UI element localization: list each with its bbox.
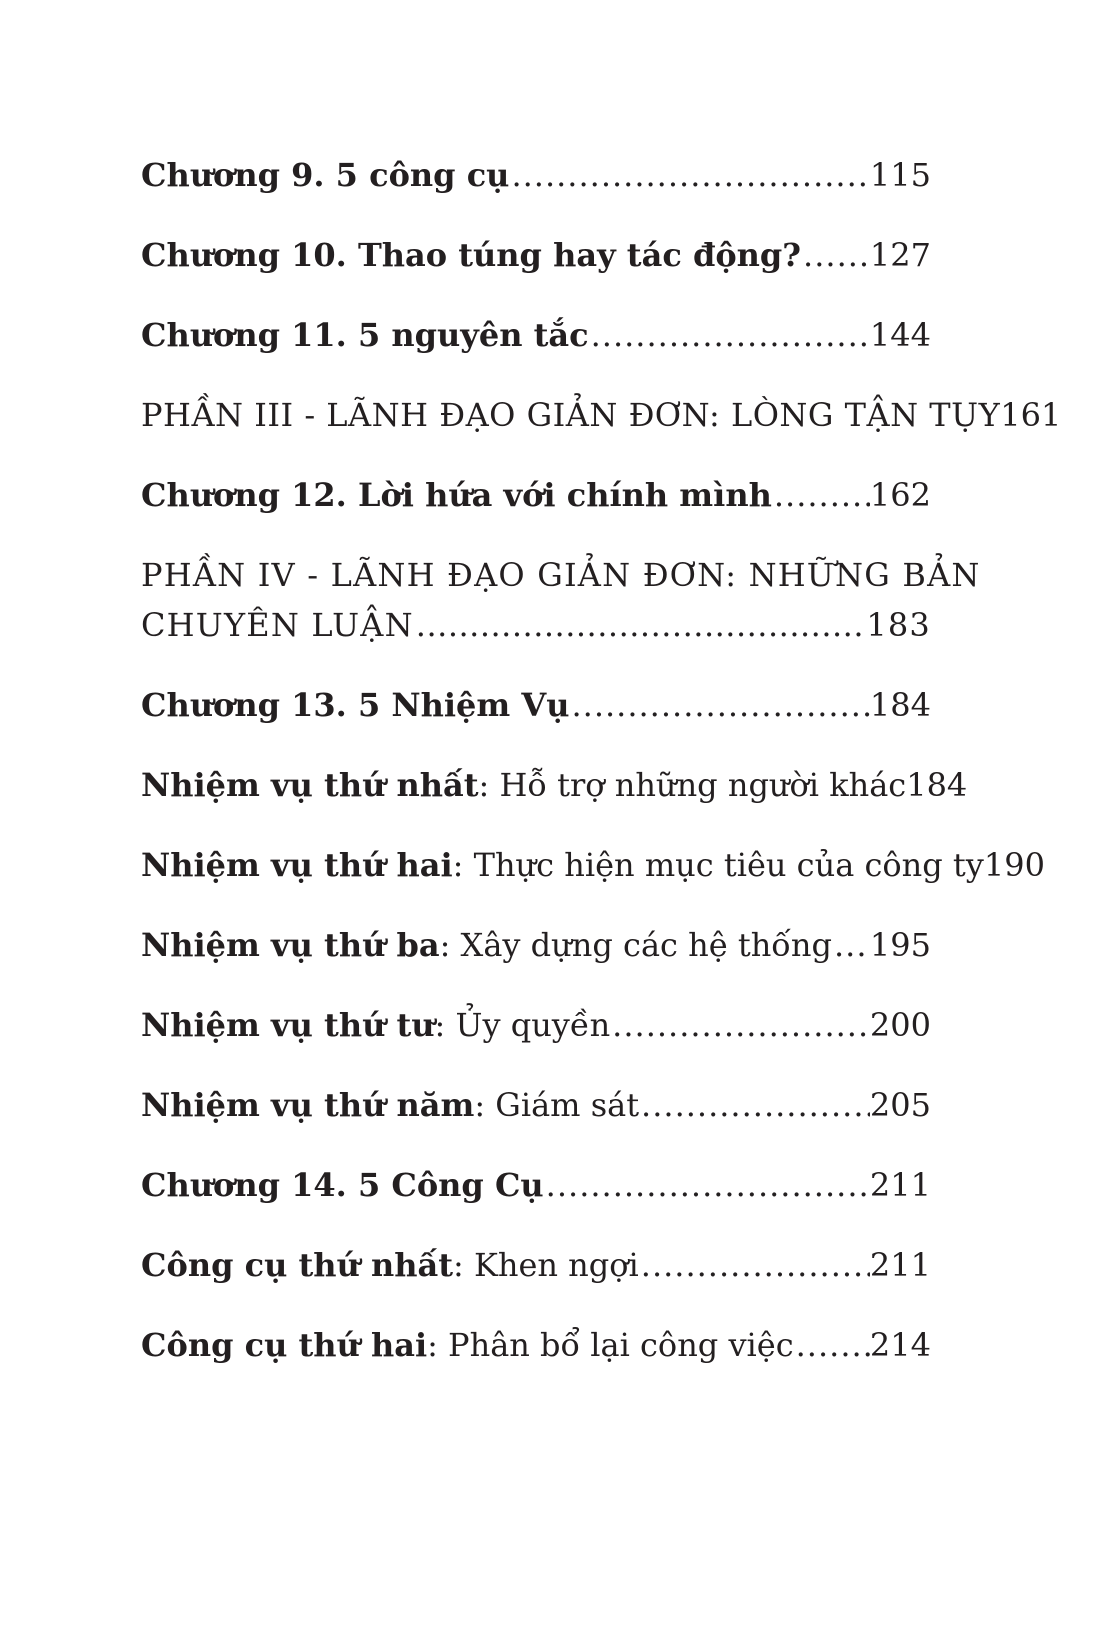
toc-entry-title: PHẦN III - LÃNH ĐẠO GIẢN ĐƠN: LÒNG TẬN TỤY — [141, 396, 1001, 434]
toc-entry-title-bold: Nhiệm vụ thứ ba — [141, 926, 440, 964]
toc-entry-title-line2-row — [141, 600, 931, 650]
toc-entry-title-normal: : Ủy quyền — [434, 1006, 611, 1044]
toc-entry-title-bold: Nhiệm vụ thứ hai — [141, 846, 453, 884]
toc-entry-title-normal: : Phân bổ lại công việc — [427, 1326, 794, 1364]
dot-leader — [639, 1080, 870, 1130]
toc-entry-title-bold: Nhiệm vụ thứ năm — [141, 1086, 475, 1124]
toc-entry-page: 195 — [869, 926, 931, 964]
toc-entry-title: Chương 9. 5 công cụ — [141, 156, 510, 194]
toc-entry-page: 211 — [869, 1166, 931, 1204]
toc-entry-task-2 — [141, 840, 1045, 890]
dot-leader — [509, 150, 869, 200]
toc-entry-title-bold: Công cụ thứ nhất — [141, 1246, 453, 1284]
toc-entry-title-bold: Công cụ thứ hai — [141, 1326, 428, 1364]
toc-entry-title: Chương 14. 5 Công Cụ — [141, 1166, 544, 1204]
toc-entry-page: 211 — [869, 1246, 931, 1284]
toc-entry-title: Chương 13. 5 Nhiệm Vụ — [141, 686, 570, 724]
toc-entry-title: Chương 11. 5 nguyên tắc — [141, 316, 589, 354]
toc-entry-chapter-9 — [141, 150, 931, 200]
toc-entry-task-1 — [141, 760, 968, 810]
toc-entry-page: 214 — [869, 1326, 931, 1364]
toc-entry-page: 200 — [869, 1006, 931, 1044]
toc-entry-title — [141, 1240, 639, 1290]
toc-entry-title — [141, 1080, 639, 1130]
toc-entry-title: Chương 10. Thao túng hay tác động? — [141, 236, 802, 274]
toc-entry-title — [141, 920, 832, 970]
toc-entry-page: 115 — [869, 156, 931, 194]
toc-entry-title — [141, 1320, 794, 1370]
toc-entry-page: 184 — [869, 686, 931, 724]
toc-entry-title-normal: : Xây dựng các hệ thống — [439, 926, 832, 964]
toc-entry-page: 184 — [906, 766, 968, 804]
toc-entry-page: 161 — [1000, 396, 1062, 434]
dot-leader — [589, 310, 870, 360]
toc-entry-chapter-14 — [141, 1160, 931, 1210]
dot-leader — [794, 1320, 870, 1370]
toc-entry-page: 144 — [869, 316, 931, 354]
toc-entry-part-4 — [141, 550, 981, 650]
toc-entry-title-normal: : Giám sát — [474, 1086, 640, 1124]
toc-entry-tool-1 — [141, 1240, 931, 1290]
toc-entry-title-line2: CHUYÊN LUẬN — [141, 606, 414, 644]
toc-entry-chapter-12 — [141, 470, 931, 520]
toc-entry-tool-2 — [141, 1320, 931, 1370]
toc-entry-part-3 — [141, 390, 1062, 440]
toc-entry-page: 127 — [869, 236, 931, 274]
toc-entry-page: 162 — [869, 476, 931, 514]
toc-entry-task-5 — [141, 1080, 931, 1130]
toc-entry-title: Chương 12. Lời hứa với chính mình — [141, 476, 772, 514]
dot-leader — [544, 1160, 870, 1210]
toc-entry-task-3 — [141, 920, 931, 970]
dot-leader — [610, 1000, 870, 1050]
toc-entry-task-4 — [141, 1000, 931, 1050]
toc-entry-title — [141, 1000, 610, 1050]
dot-leader — [414, 600, 867, 650]
dot-leader — [639, 1240, 870, 1290]
dot-leader — [801, 230, 870, 280]
dot-leader — [569, 680, 869, 730]
dot-leader — [832, 920, 870, 970]
toc-entry-title — [141, 840, 984, 890]
toc-entry-title-line1: PHẦN IV - LÃNH ĐẠO GIẢN ĐƠN: NHỮNG BẢN — [141, 556, 981, 594]
toc-entry-chapter-13 — [141, 680, 931, 730]
toc-entry-title-normal: : Thực hiện mục tiêu của công ty — [452, 846, 984, 884]
toc-entry-title-bold: Nhiệm vụ thứ nhất — [141, 766, 479, 804]
toc-entry-title-normal: : Hỗ trợ những người khác — [478, 766, 907, 804]
dot-leader — [772, 470, 870, 520]
toc-entry-title-bold: Nhiệm vụ thứ tư — [141, 1006, 435, 1044]
toc-entry-page: 205 — [869, 1086, 931, 1124]
toc-entry-chapter-11 — [141, 310, 931, 360]
toc-entry-title-normal: : Khen ngợi — [452, 1246, 639, 1284]
toc-entry-title — [141, 760, 906, 810]
toc-entry-page: 183 — [866, 606, 931, 644]
toc-entry-chapter-10 — [141, 230, 931, 280]
table-of-contents — [141, 150, 1062, 1400]
toc-entry-page: 190 — [983, 846, 1045, 884]
